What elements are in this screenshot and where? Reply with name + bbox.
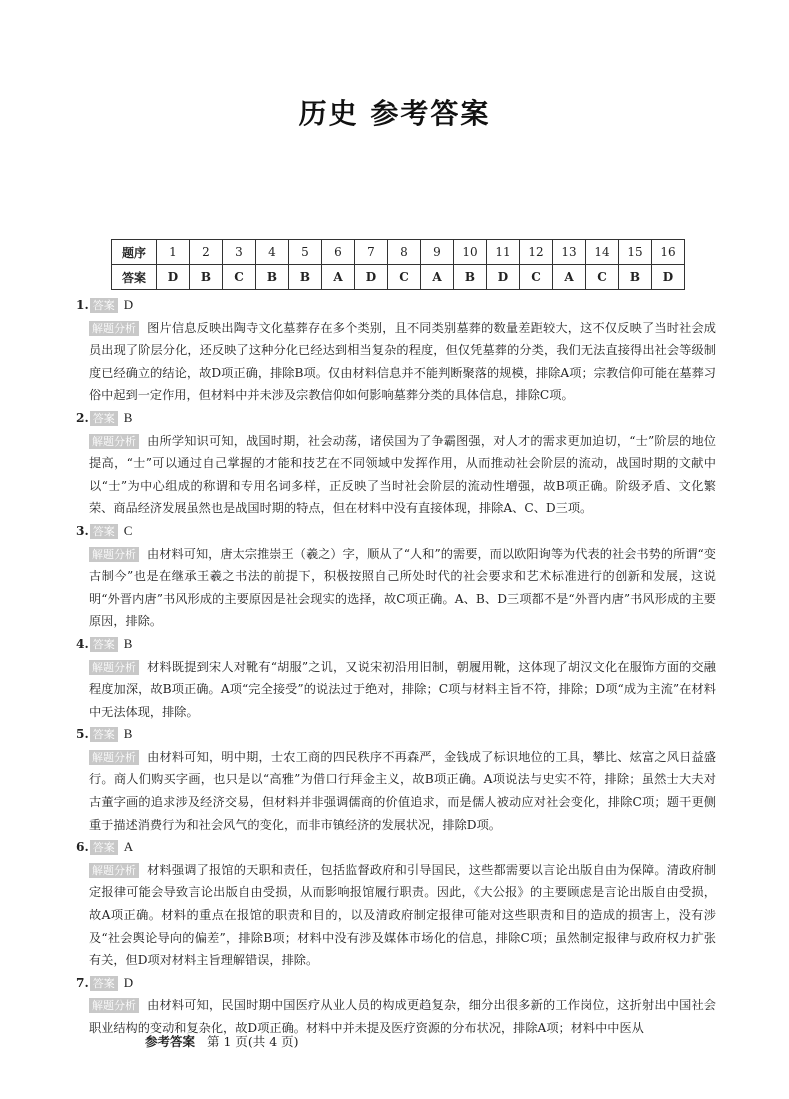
question-number: 4.	[76, 636, 89, 651]
analysis-tag: 解题分析	[89, 321, 139, 336]
table-cell: 11	[487, 240, 520, 265]
answer-tag: 答案	[90, 727, 118, 742]
analysis-tag: 解题分析	[89, 998, 139, 1013]
answer-tag: 答案	[90, 840, 118, 855]
answer-value: D	[123, 974, 134, 990]
question-number: 7.	[76, 975, 89, 990]
row-header-answer: 答案	[112, 265, 157, 290]
table-cell: D	[652, 265, 685, 290]
table-cell: D	[157, 265, 190, 290]
table-cell: 3	[223, 240, 256, 265]
table-cell: B	[454, 265, 487, 290]
question-number: 5.	[76, 727, 89, 742]
analysis-tag: 解题分析	[89, 863, 139, 878]
table-cell: B	[289, 265, 322, 290]
table-cell: A	[421, 265, 454, 290]
analysis-text: 由所学知识可知，战国时期，社会动荡，诸侯国为了争霸图强，对人才的需求更加迫切，“士”阶层的地位提高，“士”可以通过自己掌握的才能和技艺在不同领域中发挥作用，从而推动社会阶层的流动，战国时期的文献中以“士”为中心组成的称谓和专用名词多样，正反映了当时社会阶层的流动性增强，故B项正确。阶级矛盾、文化繁荣、商品经济发展虽然也是战国时期的特点，但在材料中没有直接体现，排除A、C、D三项。	[89, 433, 716, 516]
question-number: 3.	[76, 523, 89, 538]
row-header-number: 题序	[112, 240, 157, 265]
table-cell: C	[520, 265, 553, 290]
table-cell: A	[322, 265, 355, 290]
question-block	[76, 633, 716, 723]
answer-row	[112, 265, 685, 290]
answer-value: C	[123, 522, 133, 538]
analysis-text: 材料既提到宋人对靴有“胡服”之讥，又说宋初沿用旧制，朝履用靴，这体现了胡汉文化在服饰方面的交融程度加深，故B项正确。A项“完全接受”的说法过于绝对，排除；C项与材料主旨不符，排除；D项“成为主流”在材料中无法体现，排除。	[89, 659, 716, 719]
table-cell: 4	[256, 240, 289, 265]
footer-label: 参考答案	[145, 1034, 196, 1049]
answer-tag: 答案	[90, 637, 118, 652]
question-number: 1.	[76, 298, 89, 312]
table-cell: B	[619, 265, 652, 290]
table-cell: C	[223, 265, 256, 290]
table-cell: D	[487, 265, 520, 290]
answer-value: D	[123, 297, 134, 312]
answer-value: B	[123, 635, 133, 651]
table-cell: 15	[619, 240, 652, 265]
table-cell: 16	[652, 240, 685, 265]
answer-table	[111, 239, 685, 290]
table-cell: 14	[586, 240, 619, 265]
table-cell: C	[586, 265, 619, 290]
answer-tag: 答案	[90, 298, 118, 313]
table-cell: 9	[421, 240, 454, 265]
analysis-text: 由材料可知，唐太宗推崇王（羲之）字，顺从了“人和”的需要，而以欧阳询等为代表的社会书势的所谓“变古制今”也是在继承王羲之书法的前提下，积极按照自己所处时代的社会要求和艺术标准进行的创新和发展，这说明“外晋内唐”书风形成的主要原因是社会现实的选择，故C项正确。A、B、D三项都不是“外晋内唐”书风形成的主要原因，排除。	[89, 546, 716, 629]
question-number: 6.	[76, 840, 89, 855]
table-cell: 7	[355, 240, 388, 265]
question-number: 2.	[76, 410, 89, 425]
table-cell: 1	[157, 240, 190, 265]
question-number-row	[112, 240, 685, 265]
answer-value: B	[123, 409, 133, 425]
question-block	[76, 723, 716, 836]
page-title: 历史 参考答案	[298, 97, 491, 130]
question-block	[76, 520, 716, 633]
table-cell: B	[190, 265, 223, 290]
answer-value: B	[123, 726, 133, 742]
answer-tag: 答案	[90, 411, 118, 426]
analysis-tag: 解题分析	[89, 750, 139, 765]
table-cell: 10	[454, 240, 487, 265]
analysis-text: 由材料可知，明中期，士农工商的四民秩序不再森严，金钱成了标识地位的工具，攀比、炫富之风日益盛行。商人们购买字画，也只是以“高雅”为借口行拜金主义，故B项正确。A项说法与史实不符，排除；虽然士大夫对古董字画的追求涉及经济交易，但材料并非强调儒商的价值追求，而是儒人被动应对社会变化，排除C项；题干更侧重于描述消费行为和社会风气的变化，而非市镇经济的发展状况，排除D项。	[89, 749, 716, 832]
question-block	[76, 407, 716, 520]
question-block	[76, 294, 716, 407]
table-cell: B	[256, 265, 289, 290]
analysis-text: 由材料可知，民国时期中国医疗从业人员的构成更趋复杂，细分出很多新的工作岗位，这折射出中国社会职业结构的变动和复杂化，故D项正确。材料中并未提及医疗资源的分布状况，排除A项；材料中中医从	[89, 998, 716, 1035]
answer-value: A	[123, 839, 134, 855]
answer-tag: 答案	[90, 976, 118, 991]
analysis-tag: 解题分析	[89, 547, 139, 562]
table-cell: 8	[388, 240, 421, 265]
analysis-text: 图片信息反映出陶寺文化墓葬存在多个类别，且不同类别墓葬的数量差距较大，这不仅反映了当时社会成员出现了阶层分化，还反映了这种分化已经达到相当复杂的程度，但仅凭墓葬的分类，我们无法直接得出社会等级制度已经确立的结论，故D项正确，排除B项。仅由材料信息并不能判断聚落的规模，排除A项；宗教信仰可能在墓葬习俗中起到一定作用，但材料中并未涉及宗教信仰如何影响墓葬分类的具体信息，排除C项。	[89, 320, 716, 403]
analysis-text: 材料强调了报馆的天职和责任，包括监督政府和引导国民，这些都需要以言论出版自由为保障。清政府制定报律可能会导致言论出版自由受损，从而影响报馆履行职责。因此，《大公报》的主要顾虑是言论出版自由受损，故A项正确。材料的重点在报馆的职责和目的，以及清政府制定报律可能对这些职责和目的造成的损害上，没有涉及“社会舆论导向的偏差”，排除B项；材料中没有涉及媒体市场化的信息，排除C项；虽然制定报律与政府权力扩张有关，但D项对材料主旨理解错误，排除。	[89, 862, 716, 968]
table-cell: 12	[520, 240, 553, 265]
answer-explanations	[76, 294, 716, 1040]
table-cell: 6	[322, 240, 355, 265]
page-number: 第 1 页(共 4 页)	[207, 1034, 299, 1049]
analysis-tag: 解题分析	[89, 434, 139, 449]
question-block	[76, 836, 716, 972]
table-cell: 13	[553, 240, 586, 265]
table-cell: A	[553, 265, 586, 290]
question-block	[76, 972, 716, 1040]
answer-tag: 答案	[90, 524, 118, 539]
analysis-tag: 解题分析	[89, 660, 139, 675]
table-cell: C	[388, 265, 421, 290]
table-cell: D	[355, 265, 388, 290]
page-footer	[145, 1032, 299, 1050]
table-cell: 5	[289, 240, 322, 265]
table-cell: 2	[190, 240, 223, 265]
